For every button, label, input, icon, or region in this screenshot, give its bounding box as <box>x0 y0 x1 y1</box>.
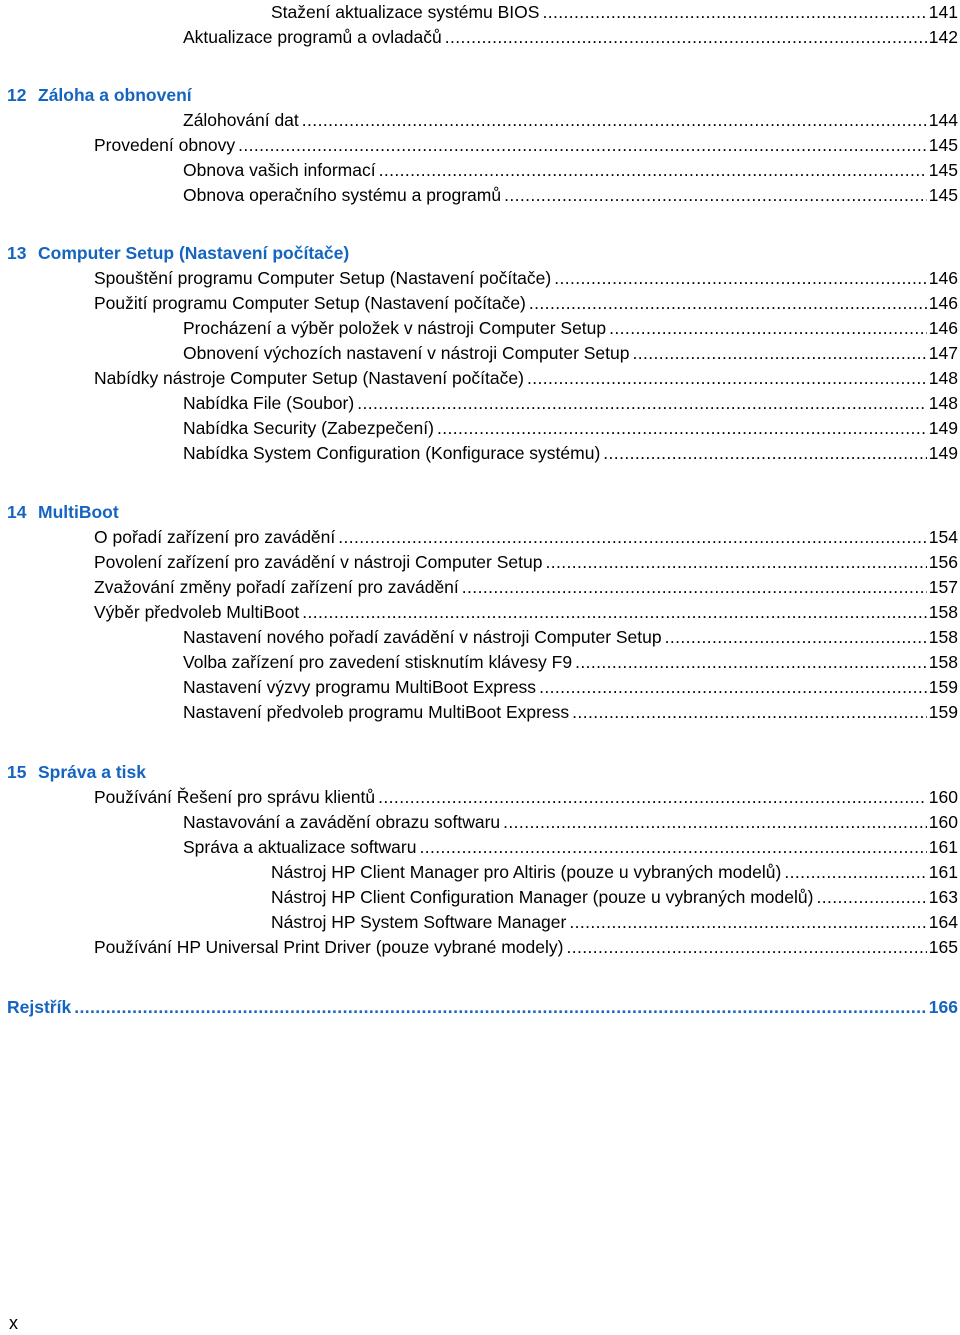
entry-title: Nástroj HP Client Configuration Manager (pouze u vybraných modelů) <box>271 887 814 907</box>
entry-page-number: 148 <box>928 393 958 413</box>
entry-title: Nastavení výzvy programu MultiBoot Express <box>183 677 537 697</box>
chapter-title: Computer Setup (Nastavení počítače) <box>38 243 350 263</box>
toc-entry[interactable] <box>183 316 958 340</box>
chapter-heading[interactable] <box>7 83 192 107</box>
entry-page-number: 159 <box>928 702 958 722</box>
toc-entry[interactable] <box>183 183 958 207</box>
page-number: x <box>9 1313 18 1333</box>
dot-leader <box>545 550 926 574</box>
entry-title: Nastavování a zavádění obrazu softwaru <box>183 812 501 832</box>
dot-leader <box>238 133 927 157</box>
entry-title: Nabídka Security (Zabezpečení) <box>183 418 434 438</box>
dot-leader <box>633 341 927 365</box>
entry-title: Aktualizace programů a ovladačů <box>183 27 442 47</box>
toc-entry[interactable] <box>183 810 958 834</box>
toc-entry[interactable] <box>271 885 958 909</box>
entry-page-number: 146 <box>928 293 958 313</box>
entry-page-number: 145 <box>928 160 958 180</box>
entry-page-number: 164 <box>928 912 958 932</box>
entry-title: Správa a aktualizace softwaru <box>183 837 417 857</box>
dot-leader <box>572 700 927 724</box>
entry-title: Povolení zařízení pro zavádění v nástroji Computer Setup <box>94 552 543 572</box>
entry-title: Nastavení předvoleb programu MultiBoot Express <box>183 702 570 722</box>
entry-title: Zálohování dat <box>183 110 299 130</box>
toc-entry[interactable] <box>94 575 958 599</box>
toc-entry[interactable] <box>183 650 958 674</box>
entry-title: Použití programu Computer Setup (Nastavení počítače) <box>94 293 526 313</box>
entry-title: Provedení obnovy <box>94 135 236 155</box>
entry-page-number: 146 <box>928 318 958 338</box>
toc-entry[interactable] <box>94 935 958 959</box>
toc-entry[interactable] <box>183 441 958 465</box>
dot-leader <box>379 158 927 182</box>
entry-title: Výběr předvoleb MultiBoot <box>94 602 300 622</box>
toc-entry[interactable] <box>183 158 958 182</box>
entry-page-number: 159 <box>928 677 958 697</box>
entry-page-number: 144 <box>928 110 958 130</box>
dot-leader <box>603 441 927 465</box>
entry-title: Nástroj HP Client Manager pro Altiris (pouze u vybraných modelů) <box>271 862 782 882</box>
entry-page-number: 161 <box>928 862 958 882</box>
toc-entry[interactable] <box>271 910 958 934</box>
entry-title: Nabídka System Configuration (Konfigurace systému) <box>183 443 601 463</box>
dot-leader <box>539 675 927 699</box>
entry-title: Rejstřík <box>7 997 72 1017</box>
toc-entry[interactable] <box>183 675 958 699</box>
dot-leader <box>575 650 927 674</box>
entry-page-number: 158 <box>928 627 958 647</box>
entry-page-number: 149 <box>928 443 958 463</box>
chapter-number: 13 <box>7 243 27 263</box>
dot-leader <box>462 575 927 599</box>
entry-page-number: 160 <box>928 787 958 807</box>
chapter-title: MultiBoot <box>38 502 119 522</box>
entry-page-number: 160 <box>928 812 958 832</box>
dot-leader <box>784 860 926 884</box>
entry-title: Procházení a výběr položek v nástroji Computer Setup <box>183 318 607 338</box>
dot-leader <box>609 316 927 340</box>
chapter-number: 14 <box>7 502 27 522</box>
dot-leader <box>566 935 926 959</box>
entry-page-number: 163 <box>928 887 958 907</box>
dot-leader <box>378 785 927 809</box>
dot-leader <box>445 25 927 49</box>
toc-entry[interactable] <box>94 785 958 809</box>
toc-entry[interactable] <box>271 0 958 24</box>
toc-entry[interactable] <box>183 416 958 440</box>
entry-title: Obnova vašich informací <box>183 160 376 180</box>
dot-leader <box>554 266 927 290</box>
toc-entry[interactable] <box>94 133 958 157</box>
toc-entry[interactable] <box>94 291 958 315</box>
entry-title: Nastavení nového pořadí zavádění v nástroji Computer Setup <box>183 627 662 647</box>
dot-leader <box>665 625 927 649</box>
dot-leader <box>569 910 926 934</box>
chapter-heading[interactable] <box>7 760 146 784</box>
dot-leader <box>302 600 927 624</box>
entry-page-number: 149 <box>928 418 958 438</box>
dot-leader <box>302 108 927 132</box>
entry-title: Obnovení výchozích nastavení v nástroji Computer Setup <box>183 343 630 363</box>
dot-leader <box>542 0 926 24</box>
toc-entry[interactable] <box>183 625 958 649</box>
entry-title: O pořadí zařízení pro zavádění <box>94 527 336 547</box>
entry-page-number: 157 <box>928 577 958 597</box>
entry-title: Používání Řešení pro správu klientů <box>94 787 376 807</box>
chapter-title: Správa a tisk <box>38 762 146 782</box>
toc-entry[interactable] <box>183 700 958 724</box>
entry-page-number: 148 <box>928 368 958 388</box>
entry-page-number: 166 <box>928 997 958 1017</box>
dot-leader <box>437 416 927 440</box>
entry-page-number: 161 <box>928 837 958 857</box>
entry-page-number: 154 <box>928 527 958 547</box>
dot-leader <box>419 835 926 859</box>
toc-entry[interactable] <box>94 366 958 390</box>
entry-title: Nástroj HP System Software Manager <box>271 912 567 932</box>
entry-title: Nabídky nástroje Computer Setup (Nastavení počítače) <box>94 368 524 388</box>
dot-leader <box>816 885 926 909</box>
entry-page-number: 158 <box>928 602 958 622</box>
toc-entry[interactable] <box>183 108 958 132</box>
chapter-heading[interactable] <box>7 500 119 524</box>
toc-entry[interactable] <box>271 860 958 884</box>
chapter-number: 12 <box>7 85 27 105</box>
dot-leader <box>74 995 927 1019</box>
entry-title: Používání HP Universal Print Driver (pouze vybrané modely) <box>94 937 564 957</box>
entry-page-number: 145 <box>928 135 958 155</box>
entry-page-number: 141 <box>928 2 958 22</box>
dot-leader <box>527 366 927 390</box>
chapter-number: 15 <box>7 762 27 782</box>
toc-entry[interactable] <box>183 835 958 859</box>
dot-leader <box>503 810 927 834</box>
entry-title: Stažení aktualizace systému BIOS <box>271 2 540 22</box>
entry-page-number: 146 <box>928 268 958 288</box>
entry-title: Obnova operačního systému a programů <box>183 185 502 205</box>
chapter-heading[interactable] <box>7 241 349 265</box>
toc-entry[interactable] <box>183 25 958 49</box>
entry-title: Volba zařízení pro zavedení stisknutím klávesy F9 <box>183 652 573 672</box>
toc-entry[interactable] <box>94 266 958 290</box>
toc-entry[interactable] <box>94 525 958 549</box>
index-entry[interactable] <box>7 995 958 1019</box>
entry-page-number: 165 <box>928 937 958 957</box>
dot-leader <box>338 525 927 549</box>
entry-page-number: 156 <box>928 552 958 572</box>
entry-title: Spouštění programu Computer Setup (Nastavení počítače) <box>94 268 552 288</box>
chapter-title: Záloha a obnovení <box>38 85 192 105</box>
toc-entry[interactable] <box>183 391 958 415</box>
dot-leader <box>357 391 927 415</box>
toc-entry[interactable] <box>183 341 958 365</box>
toc-entry[interactable] <box>94 550 958 574</box>
dot-leader <box>529 291 927 315</box>
toc-entry[interactable] <box>94 600 958 624</box>
entry-page-number: 145 <box>928 185 958 205</box>
entry-title: Zvažování změny pořadí zařízení pro zavádění <box>94 577 459 597</box>
entry-page-number: 147 <box>928 343 958 363</box>
dot-leader <box>504 183 927 207</box>
entry-page-number: 158 <box>928 652 958 672</box>
entry-page-number: 142 <box>928 27 958 47</box>
entry-title: Nabídka File (Soubor) <box>183 393 355 413</box>
